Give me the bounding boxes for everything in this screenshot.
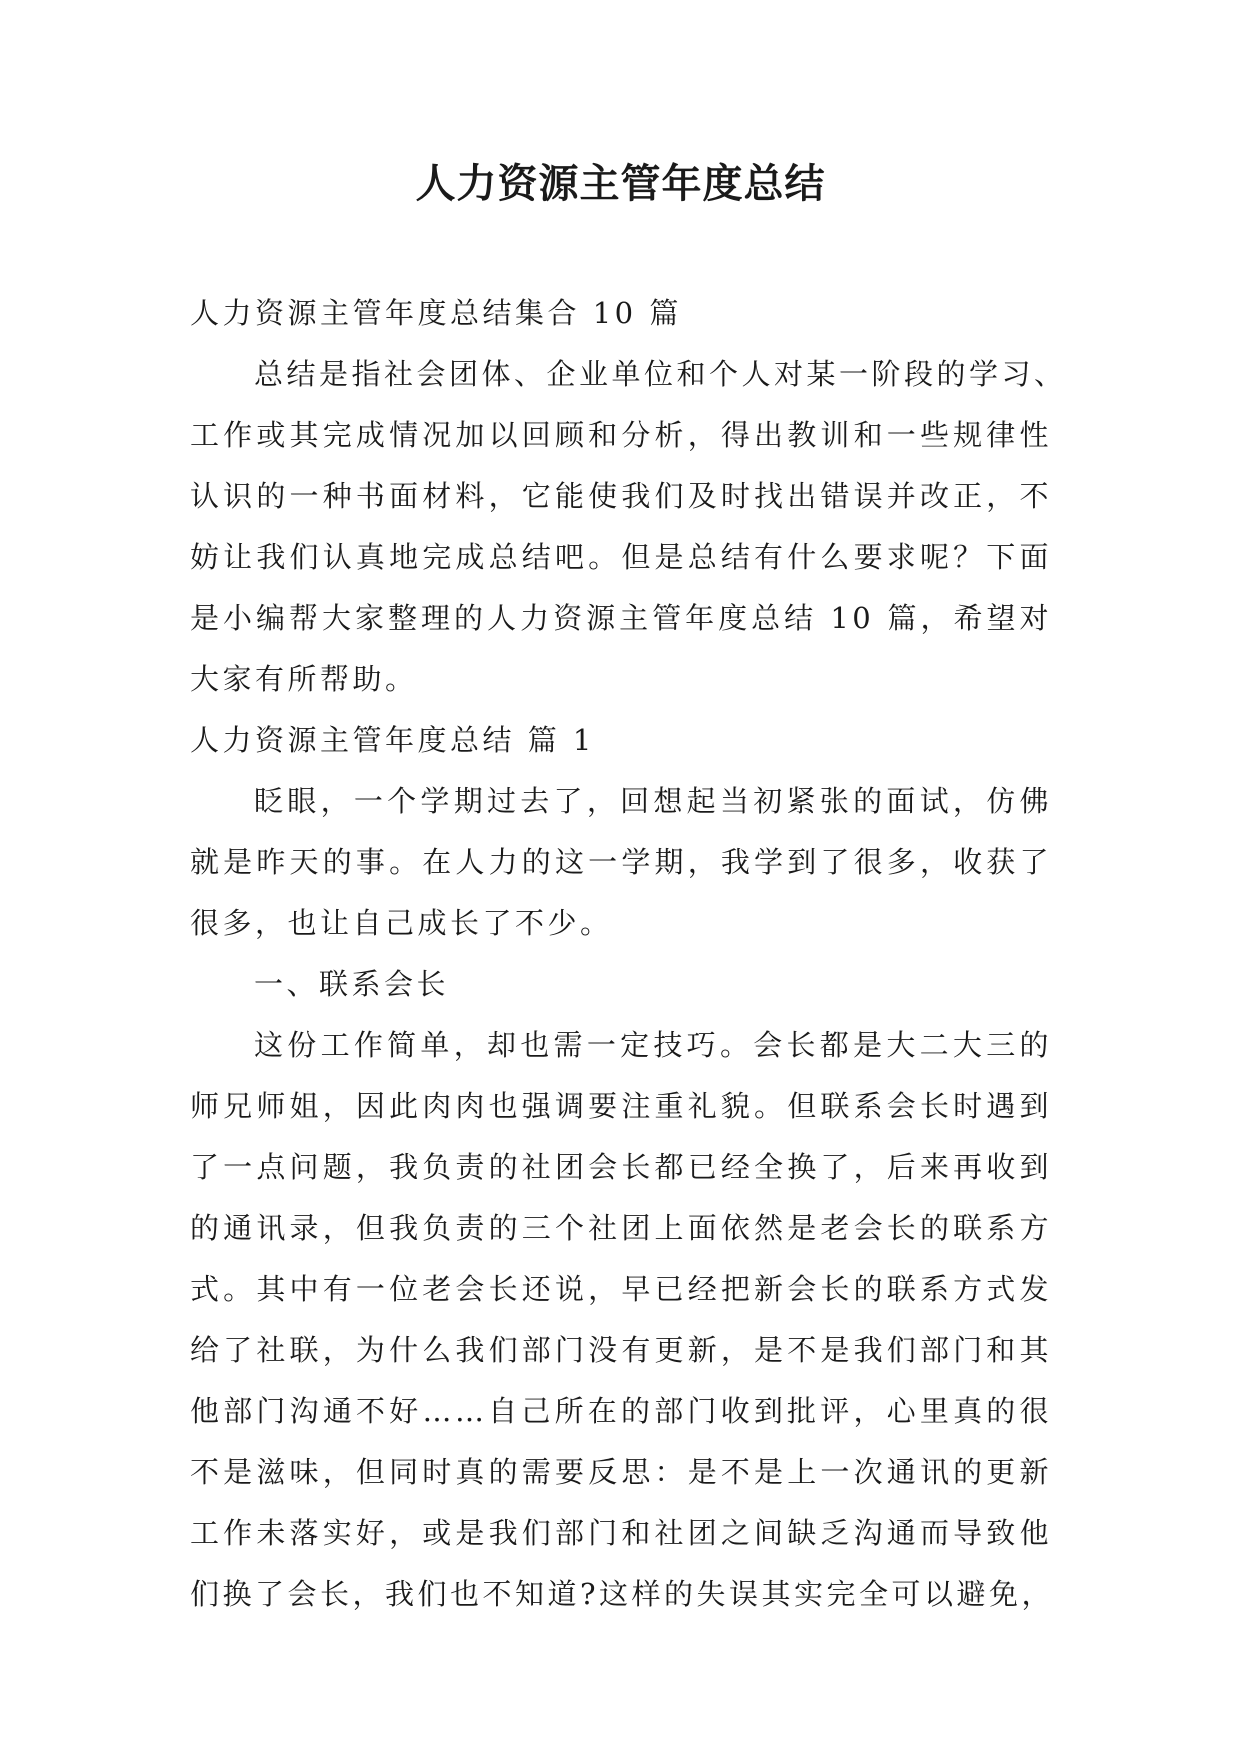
text-line: 他部门沟通不好……自己所在的部门收到批评，心里真的很: [190, 1394, 1052, 1428]
text-line: 一、联系会长: [254, 967, 450, 1001]
text-line: 就是昨天的事。在人力的这一学期，我学到了很多，收获了: [190, 845, 1052, 879]
text-line: 人力资源主管年度总结 篇 1: [190, 723, 595, 757]
text-line: 们换了会长，我们也不知道?这样的失误其实完全可以避免，: [190, 1577, 1055, 1611]
text-line: 认识的一种书面材料，它能使我们及时找出错误并改正，不: [190, 479, 1052, 513]
text-line: 了一点问题，我负责的社团会长都已经全换了，后来再收到: [190, 1150, 1052, 1184]
text-line: 这份工作简单，却也需一定技巧。会长都是大二大三的: [254, 1028, 1052, 1062]
page-title: 人力资源主管年度总结: [415, 160, 826, 207]
text-line: 不是滋味，但同时真的需要反思：是不是上一次通讯的更新: [190, 1455, 1052, 1489]
document-body: [190, 283, 1067, 1625]
text-line: 工作或其完成情况加以回顾和分析，得出教训和一些规律性: [190, 418, 1052, 452]
text-line: 的通讯录，但我负责的三个社团上面依然是老会长的联系方: [190, 1211, 1052, 1245]
text-line: 人力资源主管年度总结集合 10 篇: [190, 296, 682, 330]
text-line: 师兄师姐，因此肉肉也强调要注重礼貌。但联系会长时遇到: [190, 1089, 1052, 1123]
text-line: 是小编帮大家整理的人力资源主管年度总结 10 篇，希望对: [190, 601, 1052, 635]
text-line: 工作未落实好，或是我们部门和社团之间缺乏沟通而导致他: [190, 1516, 1052, 1550]
text-line: 给了社联，为什么我们部门没有更新，是不是我们部门和其: [190, 1333, 1052, 1367]
text-line: 总结是指社会团体、企业单位和个人对某一阶段的学习、: [254, 357, 1067, 391]
text-line: 很多，也让自己成长了不少。: [190, 906, 613, 940]
text-line: 大家有所帮助。: [190, 662, 418, 696]
text-line: 眨眼，一个学期过去了，回想起当初紧张的面试，仿佛: [254, 784, 1052, 818]
text-line: 妨让我们认真地完成总结吧。但是总结有什么要求呢？下面: [190, 540, 1052, 574]
text-line: 式。其中有一位老会长还说，早已经把新会长的联系方式发: [190, 1272, 1052, 1306]
